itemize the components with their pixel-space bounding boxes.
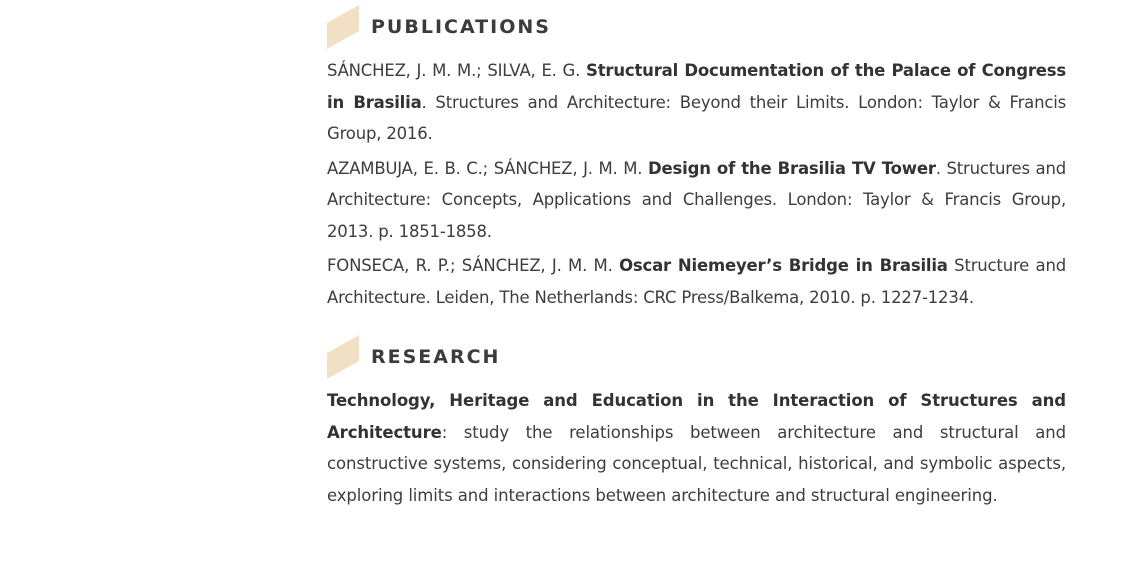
publication-entry xyxy=(327,55,1066,150)
research-description xyxy=(327,385,1066,511)
research-topic: Technology, Heritage and Education in the Interaction of Structures and Architecture xyxy=(327,391,1066,442)
research-header xyxy=(327,335,1066,379)
publication-authors: SÁNCHEZ, J. M. M.; SILVA, E. G. xyxy=(327,61,581,80)
publication-title: Oscar Niemeyer’s Bridge in Brasilia xyxy=(619,256,948,275)
publications-header xyxy=(327,5,1066,55)
main-content xyxy=(327,0,1066,511)
publication-details: . Structures and Architecture: Beyond their Limits. London: Taylor & Francis Group, 2016. xyxy=(327,92,1067,143)
publication-title: Design of the Brasilia TV Tower xyxy=(648,158,936,178)
publication-details: Structure and Architecture. Leiden, The Netherlands: CRC Press/Balkema, 2010. p. 1227-1234. xyxy=(327,256,1067,307)
publications-title: PUBLICATIONS xyxy=(371,16,551,38)
publication-authors: AZAMBUJA, E. B. C.; SÁNCHEZ, J. M. M. xyxy=(327,158,643,178)
research-title: RESEARCH xyxy=(371,346,501,368)
publication-details: . Structures and Architecture: Concepts, Applications and Challenges. London: Taylor & Francis Group, 2013. p. 1851-1858. xyxy=(327,158,1066,241)
publication-title: Structural Documentation of the Palace of Congress in Brasilia xyxy=(327,61,1066,112)
publication-entry xyxy=(327,250,1066,313)
parallelogram-marker-icon xyxy=(327,335,359,379)
publication-entry xyxy=(327,153,1066,248)
publications-list xyxy=(327,55,1066,313)
publication-authors: FONSECA, R. P.; SÁNCHEZ, J. M. M. xyxy=(327,256,613,275)
research-details: : study the relationships between architecture and structural and constructive systems, considering conceptual, technical, historical, and symbolic aspects, exploring limits and interactions between architecture and structural engineering. xyxy=(327,422,1066,505)
parallelogram-marker-icon xyxy=(327,5,359,49)
